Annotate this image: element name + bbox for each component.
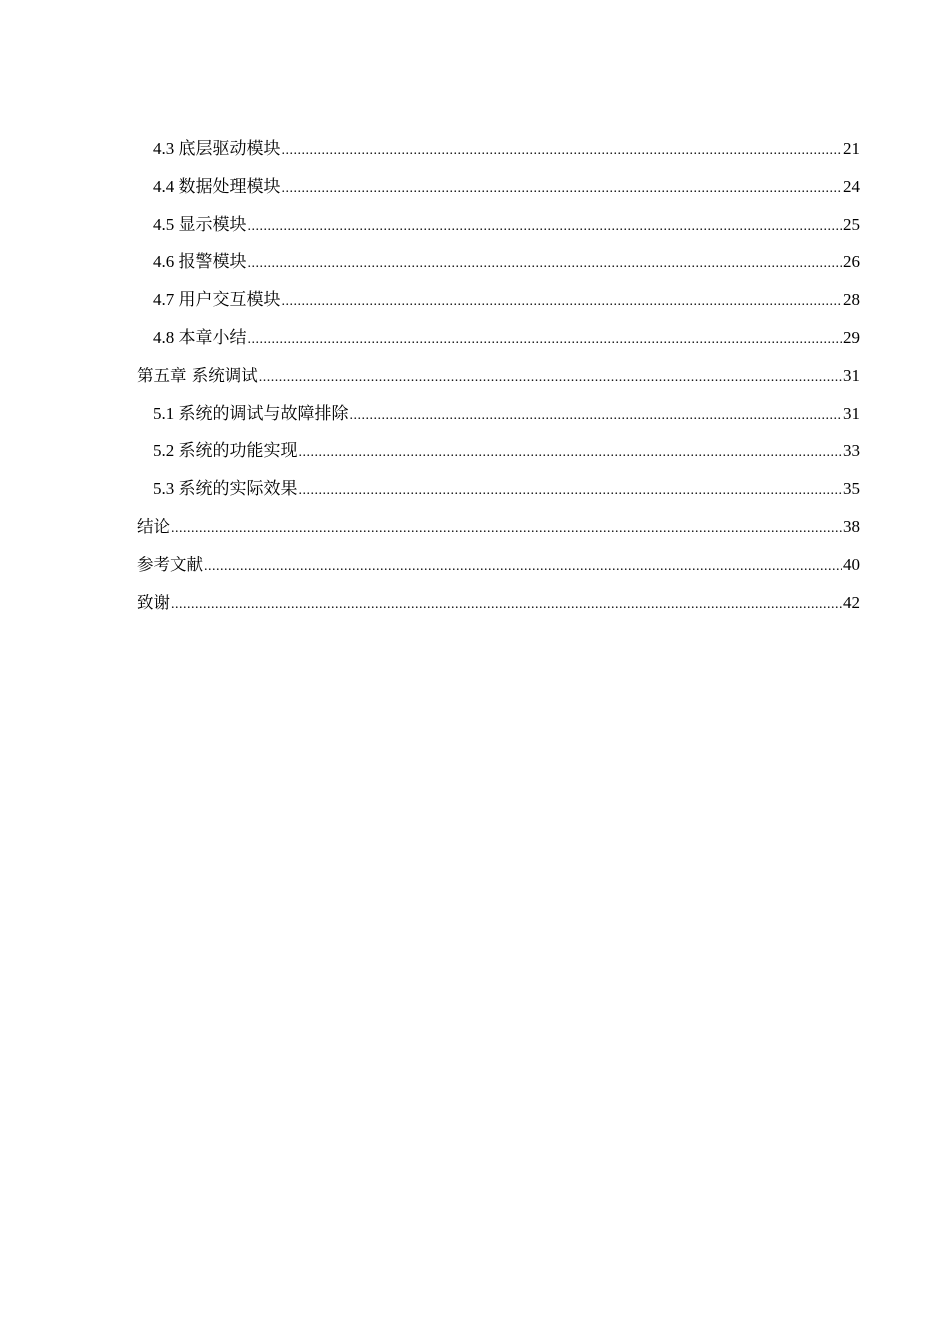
toc-entry-page: 38 [843, 516, 860, 536]
toc-dot-leader [248, 251, 843, 277]
toc-entry-title: 4.5 显示模块 [153, 214, 247, 234]
toc-dot-leader [299, 478, 843, 504]
toc-entry-5-3[interactable] [137, 476, 860, 514]
toc-entry-page: 28 [843, 290, 860, 310]
toc-entry-title: 5.2 系统的功能实现 [153, 441, 298, 461]
toc-entry-title: 致谢 [137, 592, 170, 612]
toc-entry-4-7[interactable] [137, 287, 860, 325]
toc-entry-5-2[interactable] [137, 438, 860, 476]
toc-dot-leader [259, 365, 842, 391]
toc-entry-page: 21 [843, 139, 860, 158]
toc-entry-conclusion[interactable] [137, 514, 860, 552]
toc-entry-4-5[interactable] [137, 212, 860, 250]
toc-dot-leader [282, 138, 843, 164]
toc-dot-leader [299, 440, 843, 466]
toc-entry-5-1[interactable] [137, 401, 860, 439]
toc-entry-4-4[interactable] [137, 174, 860, 212]
toc-dot-leader [350, 403, 843, 429]
toc-dot-leader [248, 327, 843, 353]
toc-entry-page: 24 [843, 176, 860, 196]
toc-entry-page: 26 [843, 252, 860, 272]
toc-entry-page: 35 [843, 479, 860, 499]
toc-dot-leader [282, 176, 843, 202]
toc-entry-title: 5.3 系统的实际效果 [153, 479, 298, 499]
table-of-contents [137, 136, 860, 627]
toc-entry-title: 4.6 报警模块 [153, 252, 247, 272]
toc-entry-title: 4.3 底层驱动模块 [153, 139, 281, 158]
toc-entry-title: 第五章 系统调试 [137, 365, 258, 385]
toc-entry-4-3[interactable] [137, 136, 860, 174]
toc-entry-page: 29 [843, 327, 860, 347]
toc-entry-acknowledgements[interactable] [137, 590, 860, 628]
toc-entry-page: 31 [843, 403, 860, 423]
toc-entry-page: 31 [843, 365, 860, 385]
toc-entry-page: 42 [843, 592, 860, 612]
toc-entry-4-6[interactable] [137, 249, 860, 287]
toc-entry-title: 4.4 数据处理模块 [153, 176, 281, 196]
toc-dot-leader [171, 592, 842, 618]
toc-entry-page: 25 [843, 214, 860, 234]
toc-dot-leader [248, 214, 843, 240]
toc-dot-leader [282, 289, 843, 315]
toc-entry-chapter-5[interactable] [137, 363, 860, 401]
toc-entry-title: 5.1 系统的调试与故障排除 [153, 403, 349, 423]
toc-entry-references[interactable] [137, 552, 860, 590]
toc-entry-title: 参考文献 [137, 554, 203, 574]
toc-entry-page: 40 [843, 554, 860, 574]
toc-entry-4-8[interactable] [137, 325, 860, 363]
toc-dot-leader [204, 554, 842, 580]
toc-entry-title: 4.8 本章小结 [153, 327, 247, 347]
toc-entry-page: 33 [843, 441, 860, 461]
toc-dot-leader [171, 516, 842, 542]
toc-entry-title: 结论 [137, 516, 170, 536]
toc-entry-title: 4.7 用户交互模块 [153, 290, 281, 310]
